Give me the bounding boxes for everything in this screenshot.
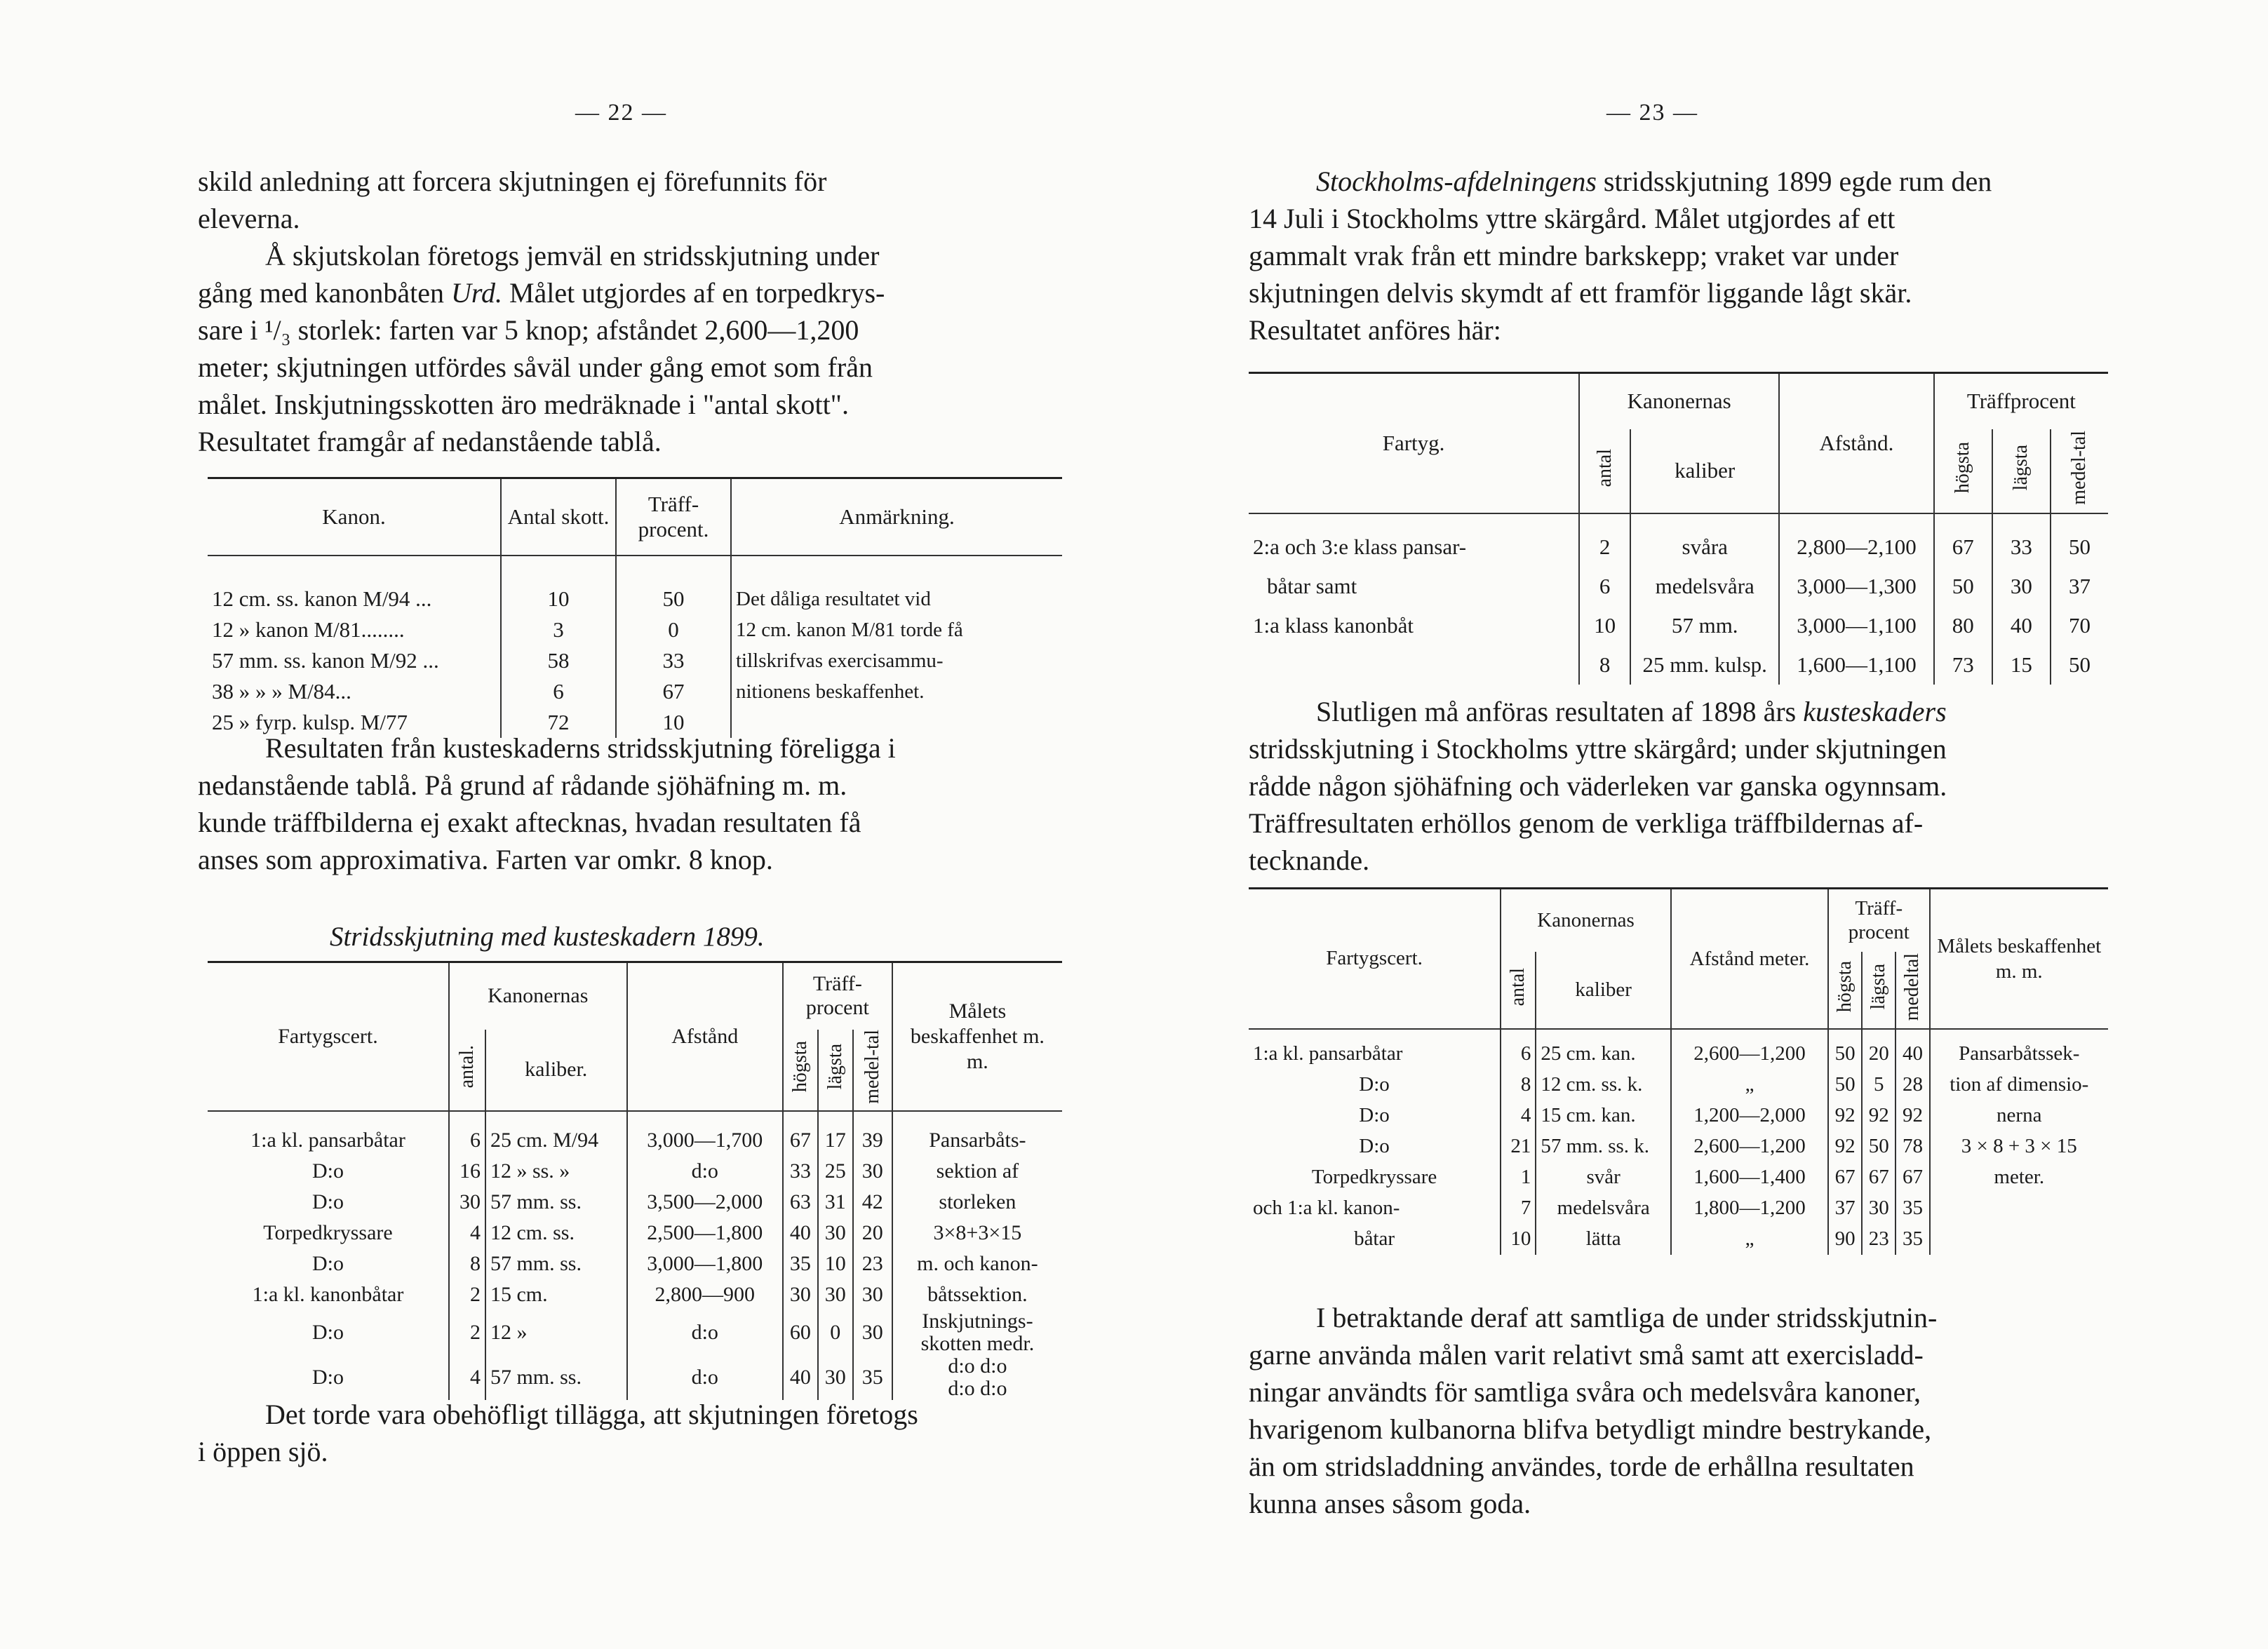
col-header: högsta xyxy=(1952,442,1974,494)
col-header: kaliber xyxy=(1536,952,1671,1029)
text-line: rådde någon sjöhäfning och väderleken var ganska ogynnsam. xyxy=(1249,770,1947,802)
table-row: D:o 21 57 mm. ss. k. 2,600—1,200 92 50 78 3 × 8 + 3 × 15 xyxy=(1249,1131,2108,1162)
text-line: tecknande. xyxy=(1249,844,1370,876)
col-header: Träff-procent xyxy=(783,962,892,1030)
col-header: Kanonernas xyxy=(1501,889,1671,952)
col-header: lägsta xyxy=(2010,445,2032,491)
left-page xyxy=(0,0,1122,1649)
col-header: Antal skott. xyxy=(501,478,616,556)
text-line: meter; skjutningen utfördes såväl under gång emot som från xyxy=(198,351,873,383)
col-header: Kanonernas xyxy=(449,962,627,1030)
table-row: 2:a och 3:e klass pansar- båtar samt 1:a klass kanonbåt 2 svåra 2,800—2,100 67 33 50 xyxy=(1249,527,2108,567)
table-row: D:o 4 57 mm. ss. d:o 40 30 35 d:o d:o d:o d:o xyxy=(208,1355,1062,1400)
table-caption: Stridsskjutning med kusteskadern 1899. xyxy=(330,922,765,952)
table-row: 57 mm. ss. kanon M/92 ... 58 33 tillskrifvas exercisammu- xyxy=(208,645,1062,676)
text-line: än om stridsladdning användes, torde de erhållna resultaten xyxy=(1249,1451,1914,1482)
text-line: Å skjutskolan företogs jemväl en stridsskjutning under xyxy=(265,240,880,271)
text-line: målet. Inskjutningsskotten äro medräknade i "antal skott". xyxy=(198,389,850,420)
table-kusteskader-1898 xyxy=(1249,887,2108,1255)
col-header: Anmärkning. xyxy=(731,478,1062,556)
text-line: Det torde vara obehöfligt tillägga, att skjutningen företogs xyxy=(265,1399,918,1430)
text-line: garne använda målen varit relativt små samt att exercisladd- xyxy=(1249,1339,1924,1371)
text-line: i öppen sjö. xyxy=(198,1436,328,1467)
table-row: 12 » kanon M/81........ 3 0 12 cm. kanon M/81 torde få xyxy=(208,614,1062,645)
table-row: Torpedkryssare 4 12 cm. ss. 2,500—1,800 40 30 20 3×8+3×15 xyxy=(208,1218,1062,1248)
col-header: Träff-procent. xyxy=(616,478,731,556)
text-line: stridsskjutning i Stockholms yttre skärgård; under skjutningen xyxy=(1249,733,1947,765)
table-row: D:o 30 57 mm. ss. 3,500—2,000 63 31 42 storleken xyxy=(208,1187,1062,1218)
table-row: 6 medelsvåra 3,000—1,300 50 30 37 xyxy=(1249,567,2108,606)
col-header: Kanon. xyxy=(208,478,501,556)
table-row: och 1:a kl. kanon- 7 medelsvåra 1,800—1,200 37 30 35 xyxy=(1249,1193,2108,1224)
col-header: lägsta xyxy=(824,1044,846,1090)
table-row: 8 25 mm. kulsp. 1,600—1,100 73 15 50 xyxy=(1249,645,2108,685)
table-row: D:o 4 15 cm. kan. 1,200—2,000 92 92 92 nerna xyxy=(1249,1101,2108,1131)
paragraph-1898 xyxy=(1249,693,2108,879)
col-header: kaliber. xyxy=(485,1030,627,1111)
table-row: D:o 16 12 » ss. » d:o 33 25 30 sektion af xyxy=(208,1156,1062,1187)
table-row: D:o 2 12 » d:o 60 0 30 Inskjutnings- skotten medr. xyxy=(208,1310,1062,1355)
table-row: båtar 10 lätta „ 90 23 35 xyxy=(1249,1224,2108,1255)
col-header: Afstånd meter. xyxy=(1671,889,1828,1029)
text-line: skild anledning att forcera skjutningen ej förefunnits för xyxy=(198,166,827,197)
paragraph-stridsskjutning xyxy=(198,237,1059,460)
text-line: Resultatet anföres här: xyxy=(1249,314,1501,346)
text-line: Stockholms-afdelningens stridsskjutning 1899 egde rum den xyxy=(1316,166,1992,197)
col-header: högsta xyxy=(789,1041,811,1093)
concluding-paragraph xyxy=(1249,1299,2108,1522)
text-line: sare i ¹/₃ storlek: farten var 5 knop; afståndet 2,600—1,200 xyxy=(198,314,859,346)
table-row: Torpedkryssare 1 svår 1,600—1,400 67 67 67 meter. xyxy=(1249,1162,2108,1193)
table-row: 1:a kl. pansarbåtar 6 25 cm. kan. 2,600—1,200 50 20 40 Pansarbåtssek- xyxy=(1249,1039,2108,1070)
col-header: medeltal xyxy=(1901,953,1924,1021)
table-row: 25 » fyrp. kulsp. M/77 72 10 xyxy=(208,707,1062,738)
text-line: Slutligen må anföras resultaten af 1898 års kusteskaders xyxy=(1316,696,1947,727)
col-header: Fartygscert. xyxy=(1249,889,1501,1029)
text-line: I betraktande deraf att samtliga de under stridsskjutnin- xyxy=(1316,1302,1938,1333)
col-header: Fartyg. xyxy=(1249,373,1579,513)
paragraph-kusteskader xyxy=(198,729,1059,878)
col-header: Fartygscert. xyxy=(208,962,449,1111)
text-line: anses som approximativa. Farten var omkr. 8 knop. xyxy=(198,844,773,875)
table-row: D:o 8 57 mm. ss. 3,000—1,800 35 10 23 m. och kanon- xyxy=(208,1248,1062,1279)
text-line: eleverna. xyxy=(198,203,300,234)
intro-paragraph xyxy=(198,163,1059,237)
page-number: — 23 — xyxy=(1606,100,1698,126)
table-kanon xyxy=(208,477,1062,738)
table-row: 12 cm. ss. kanon M/94 ... 10 50 Det dåliga resultatet vid xyxy=(208,584,1062,614)
col-header: Afstånd xyxy=(627,962,783,1111)
text-line: gång med kanonbåten Urd. Målet utgjordes af en torpedkrys- xyxy=(198,277,885,309)
right-page xyxy=(1158,0,2268,1649)
text-line: kunna anses såsom goda. xyxy=(1249,1488,1531,1519)
text-line: nedanstående tablå. På grund af rådande sjöhäfning m. m. xyxy=(198,769,847,801)
text-line: Resultaten från kusteskaderns stridsskjutning föreligga i xyxy=(265,732,896,764)
col-header: antal. xyxy=(455,1045,478,1089)
table-row: 10 57 mm. 3,000—1,100 80 40 70 xyxy=(1249,606,2108,645)
text-line: gammalt vrak från ett mindre barkskepp; vraket var under xyxy=(1249,240,1899,271)
text-line: hvarigenom kulbanorna blifva betydligt mindre bestrykande, xyxy=(1249,1413,1932,1445)
col-header: medel-tal xyxy=(2068,431,2091,505)
table-row: 1:a kl. pansarbåtar 6 25 cm. M/94 3,000—1,700 67 17 39 Pansarbåts- xyxy=(208,1125,1062,1156)
text-line: skjutningen delvis skymdt af ett framför liggande lågt skär. xyxy=(1249,277,1912,309)
closing-paragraph xyxy=(198,1396,1059,1470)
col-header: Träff-procent xyxy=(1828,889,1929,952)
col-header: Träffprocent xyxy=(1966,389,2076,414)
text-line: Träffresultaten erhöllos genom de verkliga träffbildernas af- xyxy=(1249,807,1924,839)
table-row: D:o 8 12 cm. ss. k. „ 50 5 28 tion af dimensio- xyxy=(1249,1070,2108,1101)
col-header: högsta xyxy=(1834,961,1856,1013)
col-header: Afstånd. xyxy=(1779,373,1934,513)
table-kusteskadern-1899 xyxy=(208,961,1062,1400)
page-number: — 22 — xyxy=(575,100,667,126)
table-stockholm-1899 xyxy=(1249,372,2108,685)
col-header: lägsta xyxy=(1867,964,1890,1010)
col-header: Målets beskaffenhet m. m. xyxy=(892,962,1062,1111)
col-header: medel-tal xyxy=(861,1030,883,1104)
table-row: 1:a kl. kanonbåtar 2 15 cm. 2,800—900 30 30 30 båtssektion. xyxy=(208,1279,1062,1310)
col-header: antal xyxy=(1593,448,1616,487)
text-line: kunde träffbilderna ej exakt aftecknas, hvadan resultaten få xyxy=(198,807,861,838)
table-row: 38 » » » M/84... 6 67 nitionens beskaffenhet. xyxy=(208,676,1062,707)
text-line: ningar användts för samtliga svåra och medelsvåra kanoner, xyxy=(1249,1376,1921,1408)
col-header: Kanonernas xyxy=(1579,373,1779,429)
text-line: Resultatet framgår af nedanstående tablå. xyxy=(198,426,662,457)
paragraph-stockholm xyxy=(1249,163,2108,349)
col-header: kaliber xyxy=(1630,429,1779,513)
col-header: Målets beskaffenhet m. m. xyxy=(1930,889,2108,1029)
col-header: antal xyxy=(1507,967,1529,1007)
text-line: 14 Juli i Stockholms yttre skärgård. Målet utgjordes af ett xyxy=(1249,203,1895,234)
